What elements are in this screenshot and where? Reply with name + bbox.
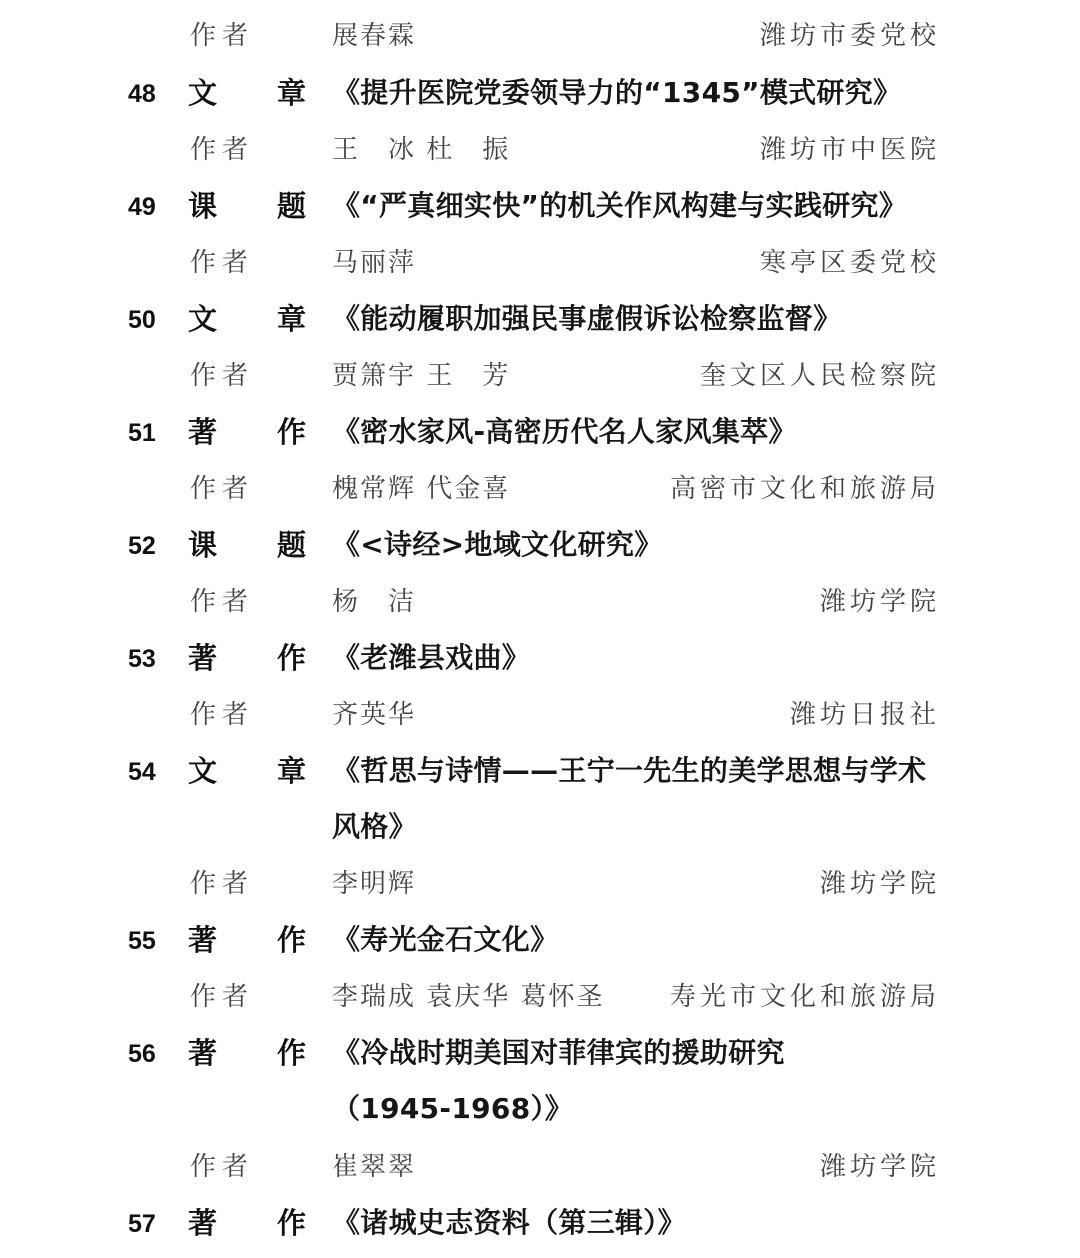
author-label: 作者 [190, 474, 255, 504]
author-line [0, 130, 1080, 170]
entry-number: 51 [128, 419, 156, 447]
author-line [0, 16, 1080, 56]
author-label: 作者 [190, 982, 255, 1012]
author-names: 槐常辉 代金喜 [332, 474, 511, 504]
entry-title-cont: 风格》 [332, 810, 417, 843]
author-line [0, 1147, 1080, 1187]
author-names: 李明辉 [332, 869, 417, 899]
entry-number: 54 [128, 758, 156, 786]
author-line [0, 469, 1080, 509]
author-names: 王 冰 杜 振 [332, 135, 511, 165]
author-line [0, 977, 1080, 1017]
author-names: 马丽萍 [332, 248, 417, 278]
author-organization: 奎文区人民检察院 [699, 361, 940, 391]
author-names: 齐英华 [332, 700, 417, 730]
entry-category: 著 作 [188, 1036, 306, 1070]
entry-title-line [0, 1204, 1080, 1244]
entry-number: 56 [128, 1040, 156, 1068]
entry-title: 《<诗经>地域文化研究》 [332, 528, 663, 561]
author-line [0, 243, 1080, 283]
author-label: 作者 [190, 1152, 255, 1182]
author-label: 作者 [190, 135, 255, 165]
author-names: 展春霖 [332, 21, 417, 51]
entry-title-line [0, 300, 1080, 340]
author-line [0, 582, 1080, 622]
entry-number: 48 [128, 80, 156, 108]
entry-number: 53 [128, 645, 156, 673]
entry-title: 《能动履职加强民事虚假诉讼检察监督》 [332, 302, 842, 335]
entry-title-line [0, 526, 1080, 566]
entry-number: 49 [128, 193, 156, 221]
author-line [0, 695, 1080, 735]
author-organization: 潍坊学院 [819, 1152, 940, 1182]
entry-title-line [0, 921, 1080, 961]
author-organization: 潍坊市委党校 [759, 21, 940, 51]
entry-category: 著 作 [188, 641, 306, 675]
entry-title-line [0, 187, 1080, 227]
entry-number: 55 [128, 927, 156, 955]
entry-title: 《哲思与诗情——王宁一先生的美学思想与学术 [332, 754, 927, 787]
entry-category: 文 章 [188, 302, 306, 336]
entry-title: 《“严真细实快”的机关作风构建与实践研究》 [332, 189, 908, 222]
entry-title-line [0, 1034, 1080, 1074]
author-label: 作者 [190, 361, 255, 391]
author-label: 作者 [190, 21, 255, 51]
entry-title-continuation [0, 808, 1080, 848]
author-organization: 潍坊市中医院 [759, 135, 940, 165]
entry-title-line [0, 752, 1080, 792]
author-organization: 潍坊学院 [819, 587, 940, 617]
author-label: 作者 [190, 700, 255, 730]
author-organization: 寿光市文化和旅游局 [669, 982, 940, 1012]
entry-title-line [0, 413, 1080, 453]
author-label: 作者 [190, 869, 255, 899]
author-organization: 潍坊学院 [819, 869, 940, 899]
entry-category: 文 章 [188, 754, 306, 788]
author-organization: 寒亭区委党校 [759, 248, 940, 278]
author-names: 崔翠翠 [332, 1152, 417, 1182]
entry-category: 著 作 [188, 1206, 306, 1240]
author-names: 贾箫宇 王 芳 [332, 361, 511, 391]
author-names: 李瑞成 袁庆华 葛怀圣 [332, 982, 605, 1012]
entry-category: 著 作 [188, 415, 306, 449]
entry-category: 课 题 [188, 189, 306, 223]
entry-number: 57 [128, 1210, 156, 1238]
author-names: 杨 洁 [332, 587, 417, 617]
entry-category: 课 题 [188, 528, 306, 562]
author-line [0, 864, 1080, 904]
entry-title: 《老潍县戏曲》 [332, 641, 531, 674]
entry-title: 《冷战时期美国对菲律宾的援助研究 [332, 1036, 785, 1069]
entry-category: 著 作 [188, 923, 306, 957]
author-label: 作者 [190, 587, 255, 617]
entry-title-line [0, 639, 1080, 679]
entry-title-cont: （1945-1968）》 [332, 1092, 574, 1125]
entry-title-line [0, 74, 1080, 114]
entry-number: 50 [128, 306, 156, 334]
entry-title: 《提升医院党委领导力的“1345”模式研究》 [332, 76, 902, 109]
entry-title: 《寿光金石文化》 [332, 923, 559, 956]
entry-category: 文 章 [188, 76, 306, 110]
author-organization: 潍坊日报社 [789, 700, 940, 730]
entry-title-continuation [0, 1090, 1080, 1130]
entry-title: 《密水家风-高密历代名人家风集萃》 [332, 415, 797, 448]
author-organization: 高密市文化和旅游局 [669, 474, 940, 504]
author-line [0, 356, 1080, 396]
author-label: 作者 [190, 248, 255, 278]
entry-number: 52 [128, 532, 156, 560]
entry-title: 《诸城史志资料（第三辑）》 [332, 1206, 686, 1239]
